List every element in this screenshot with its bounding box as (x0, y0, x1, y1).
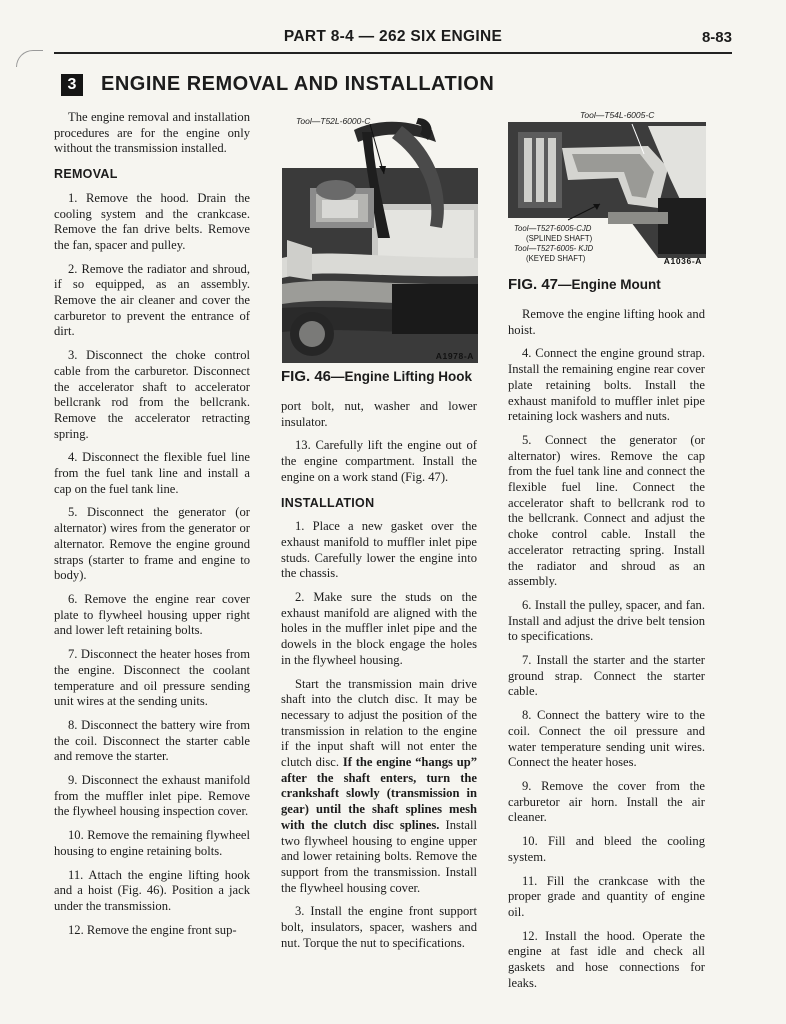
installation-step: 3. Install the engine front support bolt, insulators, spacer, washers and nut. Torque the nut to specifications. (281, 904, 477, 950)
column-middle (281, 399, 477, 960)
removal-step: 12. Remove the engine front sup- (68, 922, 237, 937)
fig47-caption (508, 276, 661, 293)
removal-step: 9. Disconnect the exhaust manifold from the muffler inlet pipe. Remove the flywheel housing inspection cover. (54, 773, 250, 819)
installation-step: 9. Remove the cover from the carburetor air horn. Install the air cleaner. (508, 778, 705, 825)
fig46-code: A1978-A (435, 351, 474, 361)
removal-step-continued: port bolt, nut, washer and lower insulator. (281, 399, 477, 429)
fig46-caption (281, 368, 472, 385)
removal-step: 10. Remove the remaining flywheel housing to engine retaining bolts. (54, 828, 250, 858)
fig47-tool-2-label: Tool—T52T-6005- KJD (514, 244, 594, 253)
fig47-tool-1-note: (SPLINED SHAFT) (526, 234, 593, 243)
column-left (54, 110, 250, 946)
installation-step: 5. Connect the generator (or alternator) wires. Remove the cap from the fuel tank line and connect the flexible fuel line. Connect the accelerator shaft to bellcrank rod to the bellcrank. Connect and adjust the choke control cable. Install the accelerator retracting spring. Install the radiator and shroud as an assembly. (508, 432, 705, 589)
figure-46-engine-lifting-hook (282, 108, 478, 363)
fig47-tool-1-label: Tool—T52T-6005-CJD (514, 224, 592, 233)
fig47-code: A1036-A (663, 256, 702, 266)
engine-lifting-hook-photo (282, 108, 478, 363)
removal-step: 4. Disconnect the flexible fuel line from the fuel tank line and install a cap on the fuel tank line. (54, 450, 250, 496)
header-rule (54, 52, 732, 54)
removal-step: 8. Disconnect the battery wire from the coil. Disconnect the starter cable and remove the starter. (54, 717, 250, 764)
fig47-caption-text: —Engine Mount (558, 277, 661, 292)
installation-step: 2. Make sure the studs on the exhaust manifold are aligned with the holes in the muffler inlet pipe and the dowels in the block engage the holes in the flywheel housing. (281, 590, 477, 667)
removal-step: 5. Disconnect the generator (or alternator) wires from the generator or alternator. Remove the engine ground straps (starter to frame and engine to body). (54, 505, 250, 583)
section-title: ENGINE REMOVAL AND INSTALLATION (101, 73, 495, 95)
fig46-caption-number: FIG. 46 (281, 368, 332, 385)
page-header (54, 26, 732, 52)
removal-step: 7. Disconnect the heater hoses from the engine. Disconnect the coolant temperature and oil pressure sending unit wires at the sending units. (54, 647, 250, 709)
removal-step: 6. Remove the engine rear cover plate to flywheel housing upper right and lower left retaining bolts. (54, 591, 250, 638)
page-number: 8-83 (701, 29, 732, 46)
installation-warning: If the engine “hangs up” after the shaft enters, turn the crankshaft slowly (transmission in gear) until the shaft splines mesh with the clutch disc splines. (281, 755, 477, 832)
removal-step: 2. Remove the radiator and shroud, if so equipped, as an assembly. Remove the air cleaner and cover the carburetor to prevent the entrance of dirt. (54, 261, 250, 339)
installation-step: 6. Install the pulley, spacer, and fan. Install and adjust the drive belt tension to specifications. (508, 597, 705, 644)
installation-paragraph: Remove the engine lifting hook and hoist. (508, 307, 705, 337)
installation-step: 8. Connect the battery wire to the coil. Connect the oil pressure and water temperature sending unit wires. Connect the heater hoses. (508, 708, 705, 770)
figure-47-engine-mount (508, 108, 706, 268)
installation-paragraph (281, 677, 477, 897)
column-right (508, 307, 705, 999)
section-number-badge: 3 (61, 74, 83, 96)
removal-heading: REMOVAL (54, 167, 118, 182)
installation-step: 10. Fill and bleed the cooling system. (508, 834, 705, 864)
intro-paragraph: The engine removal and installation procedures are for the engine only without the transmission installed. (54, 110, 250, 156)
installation-step: 4. Connect the engine ground strap. Install the remaining engine rear cover plate retaining bolts. Install the exhaust manifold to muffler inlet pipe retaining lock washers and nuts. (508, 346, 705, 424)
removal-step: 11. Attach the engine lifting hook and a hoist (Fig. 46). Position a jack under the transmission. (54, 867, 250, 913)
installation-step: 11. Fill the crankcase with the proper grade and quantity of engine oil. (508, 873, 705, 919)
fig47-tool-2-note: (KEYED SHAFT) (526, 254, 586, 263)
installation-text: Start the transmission main drive shaft into the clutch disc. It may be necessary to adjust the position of the transmission in relation to the engine if the input shaft will not enter the clutch disc. (281, 676, 477, 770)
removal-step: 1. Remove the hood. Drain the cooling system and the crankcase. Remove the fan drive belts. Remove the fan, spacer and pulley. (54, 190, 250, 252)
installation-step: 1. Place a new gasket over the exhaust manifold to muffler inlet pipe studs. Carefully lower the engine into the chassis. (281, 519, 477, 581)
removal-step: 13. Carefully lift the engine out of the engine compartment. Install the engine on a work stand (Fig. 47). (281, 438, 477, 484)
fig47-tool-top-label: Tool—T54L-6005-C (580, 110, 655, 120)
header-title: PART 8-4 — 262 SIX ENGINE (283, 28, 503, 45)
removal-step: 3. Disconnect the choke control cable from the carburetor. Disconnect the accelerator shaft to accelerator bellcrank rod from the bellcrank. Remove the accelerator retracting spring. (54, 348, 250, 441)
fig46-tool-label: Tool—T52L-6000-C (296, 116, 371, 126)
installation-step: 7. Install the starter and the starter ground strap. Connect the starter cable. (508, 653, 705, 699)
fig46-caption-text: —Engine Lifting Hook (331, 369, 473, 384)
installation-heading: INSTALLATION (281, 495, 375, 510)
installation-text: Install two flywheel housing to engine upper and lower retaining bolts. Remove the support from the transmission. Install the flywheel housing cover. (281, 817, 477, 895)
page-corner-mark (16, 50, 43, 67)
installation-step: 12. Install the hood. Operate the engine at fast idle and check all gaskets and hose connections for leaks. (508, 928, 705, 990)
fig47-caption-number: FIG. 47 (508, 276, 559, 293)
